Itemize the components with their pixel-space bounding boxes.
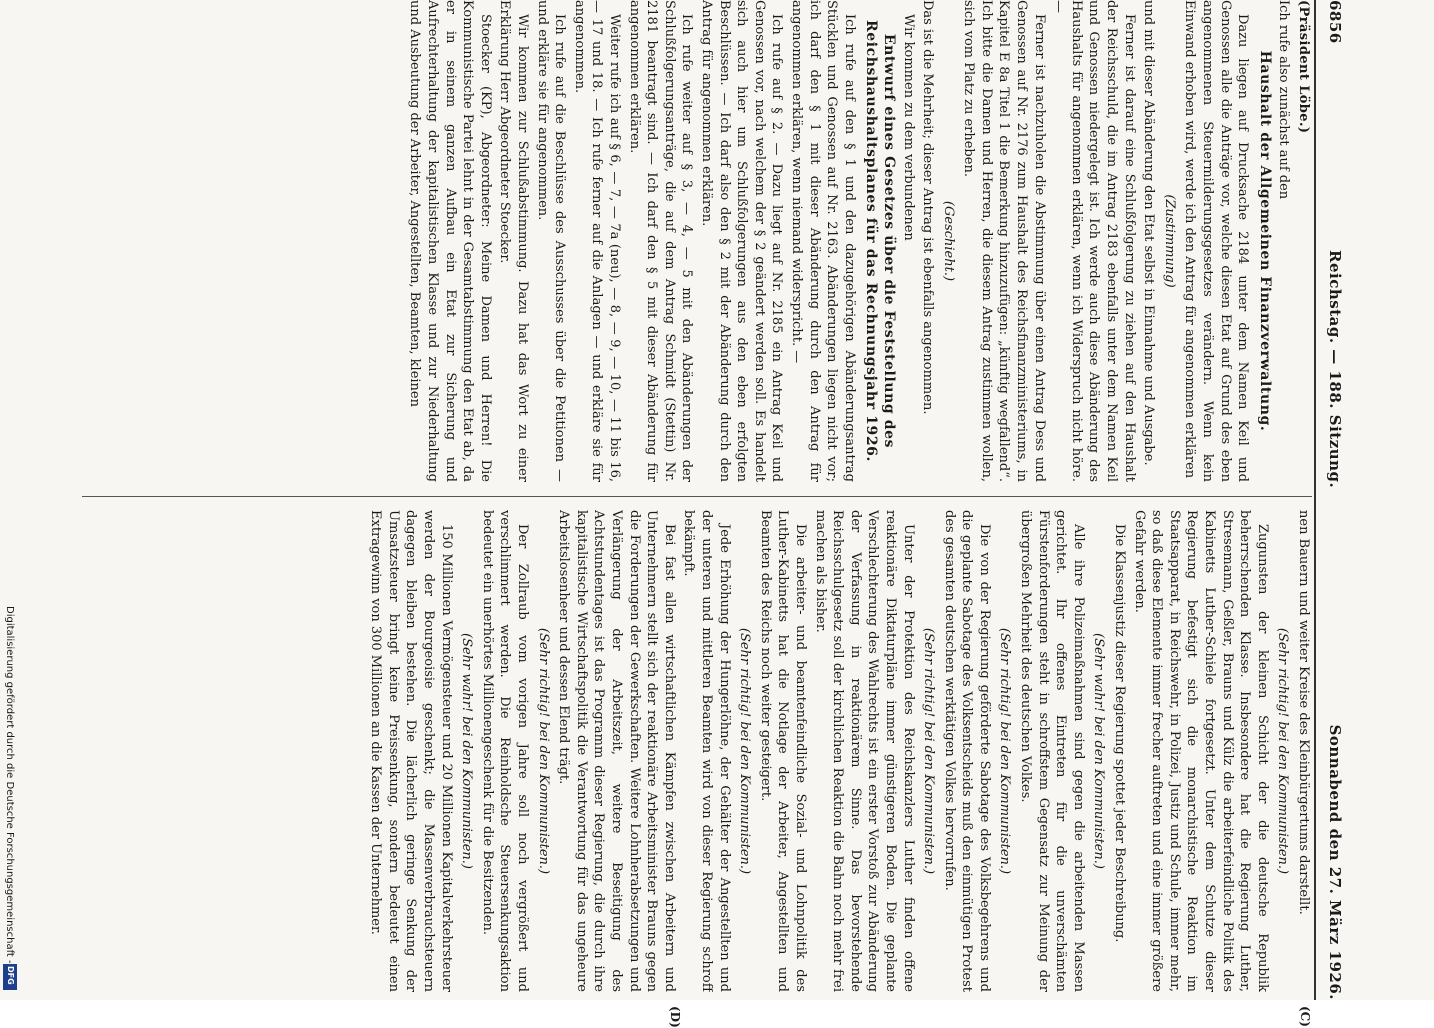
paragraph: Ich rufe auf die Beschlüsse des Ausschusses über die Petitionen — und erkläre sie für angenommen. xyxy=(534,0,568,482)
paragraph: 150 Millionen Vermögensteuer und 20 Millionen Kapitalverkehrsteuer werden der Bourgeoisie geschenkt; die Massenverbrauchsteuern dagegen bleiben bestehen. Die lächerlich geringe Senkung der Umsatzsteuer bringt keine Preissenkung, sondern bedeutet einen Extragewinn von 300 Millionen an die Kassen der Unternehmer. xyxy=(368,510,454,992)
paragraph: Der Zollraub vom vorigen Jahre soll noch vergrößert und verschlimmert werden. Die Reinholdsche Steuersenkungsaktion bedeutet ein unerhörtes Millionengeschenk für die Besitzenden. xyxy=(479,510,531,992)
paragraph: Die von der Regierung geförderte Sabotage des Volksbegehrens und die geplante Sabotage des Volksentscheids muß den einmütigen Protest des gesamten deutschen werktätigen Volkes hervorrufen. xyxy=(941,510,992,992)
paragraph: Ich rufe also zunächst auf den xyxy=(1276,0,1292,200)
dfg-logo xyxy=(3,964,17,990)
section-heading: Entwurf eines Gesetzes über die Feststellung des Reichshaushaltsplanes für das Rechnungsjahr 1926. xyxy=(863,19,897,463)
section-heading: Haushalt der Allgemeinen Finanzverwaltung. xyxy=(1256,50,1273,432)
interjection: (Sehr richtig! bei den Kommunisten.) xyxy=(997,627,1013,875)
left-column xyxy=(82,0,1312,482)
paragraph: Die Klassenjustiz dieser Regierung spottet jeder Beschreibung. xyxy=(1112,524,1128,943)
session-title: Reichstag. — 188. Sitzung. xyxy=(1326,250,1344,489)
digitization-note xyxy=(1,606,15,992)
interjection: (Sehr wahr! bei den Kommunisten.) xyxy=(459,633,475,869)
margin-letter-c: (C) xyxy=(1298,1006,1312,1027)
paragraph: Wir kommen zur Schlußabstimmung. Dazu hat das Wort zu einer Erklärung Herr Abgeordneter Stoecker. xyxy=(497,0,531,482)
paragraph: Weiter rufe ich auf § 6, — 7, — 7a (neu), — 8, — 9, — 10, — 11 bis 16, — 17 und 18. — Ich rufe ferner auf die Anlagen — und erkläre sie für angenommen. xyxy=(571,0,623,482)
paragraph: Die arbeiter- und beamtenfeindliche Sozial- und Lohnpolitik des Luther-Kabinetts hat die Notlage der Arbeiter, Angestellten und Beamten des Reichs noch weiter gesteigert. xyxy=(757,510,808,992)
paragraph: Ich rufe weiter auf § 3, — 4, — 5 mit den Abänderungen der Schlußfolgerungsanträge, die auf dem Antrag Schmidt (Stettin) Nr. 2181 beantragt sind. — Ich darf den § 5 mit dieser Abänderung für angenommen erklären. xyxy=(626,0,695,482)
digitization-note-text: Digitalisierung gefördert durch die Deutsche Forschungsgemeinschaft - xyxy=(4,606,15,964)
paragraph: Alle ihre Polizeimaßnahmen sind gegen die arbeitenden Massen gerichtet. Ihr offenes Eintreten für die unverschämten Fürstenforderungen steht in schroffstem Gegensatz zur Meinung der übergroßen Mehrheit des deutschen Volkes. xyxy=(1018,510,1086,992)
paragraph: Ferner ist darauf eine Schlußfolgerung zu ziehen auf den Haushalt der Reichsschuld, die im Antrag 2183 ebenfalls unter dem Namen Keil und Genossen niedergelegt ist. Ich werde auch diese Abänderung des Haushalts für angenommen erklären, wenn ich Widerspruch nicht höre. — xyxy=(1051,0,1137,482)
interjection: (Sehr richtig! bei den Kommunisten.) xyxy=(535,627,551,875)
paragraph: Zugunsten der kleinen Schicht der die deutsche Republik beherrschenden Klasse. Insbesondere hat die Regierung Luther, Stresemann, Geßler, Brauns und Külz die arbeiterfeindliche Politik des Kabinetts Luther-Schiele fortgesetzt. Unter dem Schutze dieser Regierung befestigt sich die monarchistische Reaktion im Staatsapparat, in Reichswehr, in Polizei, Justiz und Schule, immer mehr, so daß diese Elemente immer frecher auftreten und eine immer größere Gefahr werden. xyxy=(1131,510,1270,992)
paragraph: Wir kommen zu dem verbundenen xyxy=(900,14,916,241)
paragraph: und mit dieser Abänderung den Etat selbst in Einnahme und Ausgabe. xyxy=(1141,0,1157,466)
paragraph: Bei fast allen wirtschaftlichen Kämpfen zwischen Arbeitern und Unternehmern stellt sich der reaktionäre Arbeitsminister Brauns gegen die Forderungen der Gewerkschaften. Weitere Lohnherabsetzungen und Verlängerung der Arbeitszeit, weitere Beseitigung des Achtstundentages ist das Programm dieser Regierung, die durch ihre kapitalistische Wirtschaftspolitik die Verantwortung für das ungeheure Arbeitslosenheer und dessen Elend trägt. xyxy=(556,510,677,992)
paragraph: Ich rufe auf den § 1 und den dazugehörigen Abänderungsantrag Stücklen und Genossen auf Nr. 2163. Abänderungen liegen nicht vor; ich darf den § 1 mit dieser Abänderung durch den Antrag für angenommen erklären, wenn niemand widerspricht. — xyxy=(788,0,857,482)
interjection: (Sehr richtig! bei den Kommunisten.) xyxy=(921,627,937,875)
page-header xyxy=(1318,0,1344,1000)
speaker-label: (Präsident Löbe.) xyxy=(1296,0,1311,134)
interjection: (Sehr richtig! bei den Kommunisten.) xyxy=(737,627,753,875)
column-divider xyxy=(82,496,1312,497)
paragraph: nen Bauern und weiter Kreise des Kleinbürgertums darstellt. xyxy=(1296,510,1311,915)
page-number: 6856 xyxy=(1326,0,1344,44)
paragraph: Stoecker (KP), Abgeordneter: Meine Damen und Herren! Die Kommunistische Partei lehnt in der Gesamtabstimmung den Etat ab, da er in seinem ganzen Aufbau ein Etat zur Sicherung und Aufrechterhaltung der kapitalistischen Klasse und zur Niederhaltung und Ausbeutung der Arbeiter, Angestellten, Beamten, kleinen xyxy=(407,0,493,482)
session-date: Sonnabend den 27. März 1926. xyxy=(1326,724,1344,1000)
paragraph: Dazu liegen auf Drucksache 2184 unter dem Namen Keil und Genossen alle die Anträge vor, welche diesen Etat auf Grund des eben angenommenen Steuermilderungsgesetzes verändern. Wenn kein Einwand erhoben wird, werde ich den Antrag für angenommen erklären xyxy=(1182,0,1251,482)
paragraph: Unter der Protektion des Reichskanzlers Luther finden offene reaktionäre Diktaturpläne immer günstigeren Boden. Die geplante Verschlechterung des Wahlrechts ist ein erster Vorstoß zur Abänderung der Verfassung in reaktionärem Sinne. Das bevorstehende Reichsschulgesetz soll der kirchlichen Reaktion die Bahn noch mehr frei machen als bisher. xyxy=(812,510,916,992)
paragraph: Das ist die Mehrheit; dieser Antrag ist ebenfalls angenommen. xyxy=(920,0,936,415)
paragraph: Ich rufe auf § 2. — Dazu liegt auf Nr. 2185 ein Antrag Keil und Genossen vor, nach welchem der § 2 geändert werden soll. Es handelt sich auch hier um Schlußfolgerungen aus den eben erfolgten Beschlüssen. — Ich darf also den § 2 mit der Abänderung durch den Antrag für angenommen erklären. xyxy=(699,0,785,482)
paragraph: Jede Erhöhung der Hungerlöhne, der Gehälter der Angestellten und der unteren und mittleren Beamten wird von dieser Regierung schroff bekämpft. xyxy=(681,510,732,992)
interjection: (Sehr richtig! bei den Kommunisten.) xyxy=(1275,627,1291,875)
dfg-logo-text: DFG xyxy=(6,966,15,985)
interjection: (Geschieht.) xyxy=(940,200,956,282)
margin-letter-d: (D) xyxy=(668,1006,682,1028)
paragraph: Ferner ist nachzuholen die Abstimmung über einen Antrag Dess und Genossen auf Nr. 2176 zum Haushalt des Reichsfinanzministeriums, in Kapitel E 8a Titel 1 die Bemerkung hinzuzufügen: „künftig wegfallend“. Ich bitte die Damen und Herren, die diesem Antrag zustimmen wollen, sich vom Platz zu erheben. xyxy=(961,0,1047,482)
right-column xyxy=(82,510,1312,992)
header-rule xyxy=(1314,0,1316,1000)
interjection: (Sehr wahr! bei den Kommunisten.) xyxy=(1091,633,1107,869)
interjection: (Zustimmung) xyxy=(1161,194,1177,288)
document-page xyxy=(62,0,1362,1028)
